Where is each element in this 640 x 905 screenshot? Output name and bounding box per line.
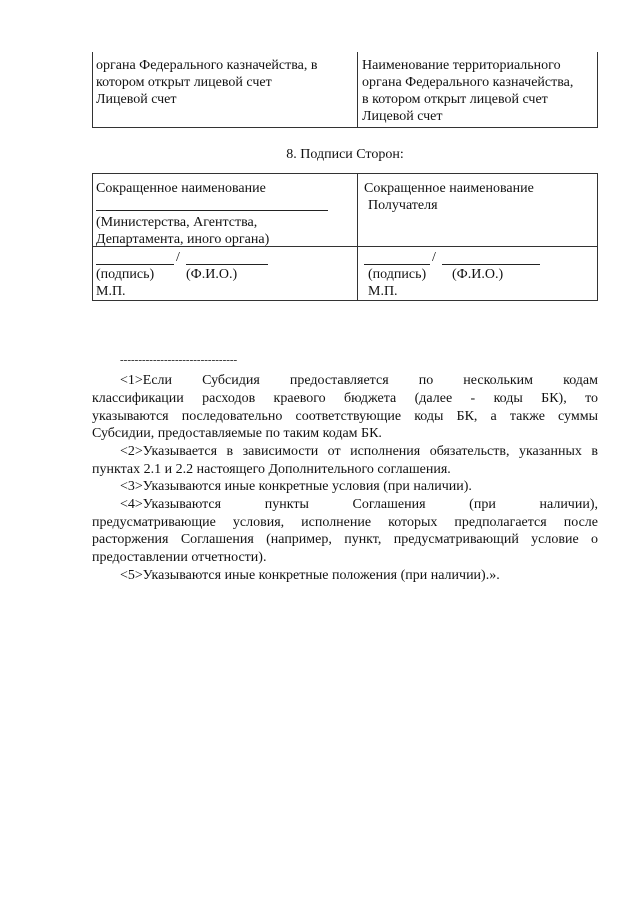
footnote-2-line-2: пунктах 2.1 и 2.2 настоящего Дополнительного соглашения. <box>92 462 451 477</box>
left-fio-label: (Ф.И.О.) <box>186 267 238 282</box>
right-party-sub: Получателя <box>368 198 438 213</box>
sig-divider <box>357 173 358 301</box>
left-stamp-label: М.П. <box>96 284 126 299</box>
left-fio-line <box>186 250 268 265</box>
right-party-heading: Сокращенное наименование <box>364 181 534 196</box>
footnote-3-line-1: <3>Указываются иные конкретные условия (при наличии). <box>120 479 472 494</box>
right-stamp-label: М.П. <box>368 284 398 299</box>
treasury-account-left: органа Федерального казначейства, в котором открыт лицевой счет Лицевой счет <box>96 58 318 107</box>
footnote-4-line-2: предусматривающие условия, исполнение которых предполагается после <box>92 515 598 530</box>
left-party-name-line <box>96 196 328 211</box>
table-divider <box>357 52 358 128</box>
footnote-1-line-2: классификации расходов краевого бюджета (далее - коды БК), то <box>92 391 598 406</box>
left-sign-label: (подпись) <box>96 267 155 282</box>
right-sign-label: (подпись) <box>368 267 427 282</box>
footnote-1-line-1: <1>Если Субсидия предоставляется по нескольким кодам <box>120 373 598 388</box>
footnote-2-line-1: <2>Указывается в зависимости от исполнения обязательств, указанных в <box>120 444 598 459</box>
table-border-left <box>92 52 93 128</box>
sig-border-right <box>597 173 598 301</box>
left-party-paren-1: (Министерства, Агентства, <box>96 215 258 230</box>
left-party-paren-2: Департамента, иного органа) <box>96 232 270 247</box>
left-slash: / <box>176 250 180 265</box>
right-fio-label: (Ф.И.О.) <box>452 267 504 282</box>
table-border-bottom <box>92 127 598 128</box>
left-signature-line <box>96 250 174 265</box>
left-party-heading: Сокращенное наименование <box>96 181 266 196</box>
section-title: 8. Подписи Сторон: <box>286 147 404 162</box>
footnote-5-line-1: <5>Указываются иные конкретные положения (при наличии).». <box>120 568 500 583</box>
table-border-right <box>597 52 598 128</box>
sig-border-bottom <box>92 300 598 301</box>
footnote-4-line-3: расторжения Соглашения (например, пункт, предусматривающий условие о <box>92 532 598 547</box>
footnote-4-line-1: <4>Указываются пункты Соглашения (при наличии), <box>120 497 598 512</box>
right-fio-line <box>442 250 540 265</box>
sig-border-top <box>92 173 598 174</box>
treasury-account-right: Наименование территориального органа Федерального казначейства, в котором открыт лицевой счет Лицевой счет <box>362 58 574 124</box>
right-signature-line <box>364 250 430 265</box>
footnote-1-line-4: Субсидии, предоставляемые по таким кодам БК. <box>92 426 382 441</box>
sig-border-left <box>92 173 93 301</box>
footnote-4-line-4: предоставлении отчетности). <box>92 550 267 565</box>
footnote-separator: -------------------------------- <box>120 354 238 366</box>
right-slash: / <box>432 250 436 265</box>
footnote-1-line-3: указываются последовательно соответствующие коды БК, а также суммы <box>92 409 598 424</box>
